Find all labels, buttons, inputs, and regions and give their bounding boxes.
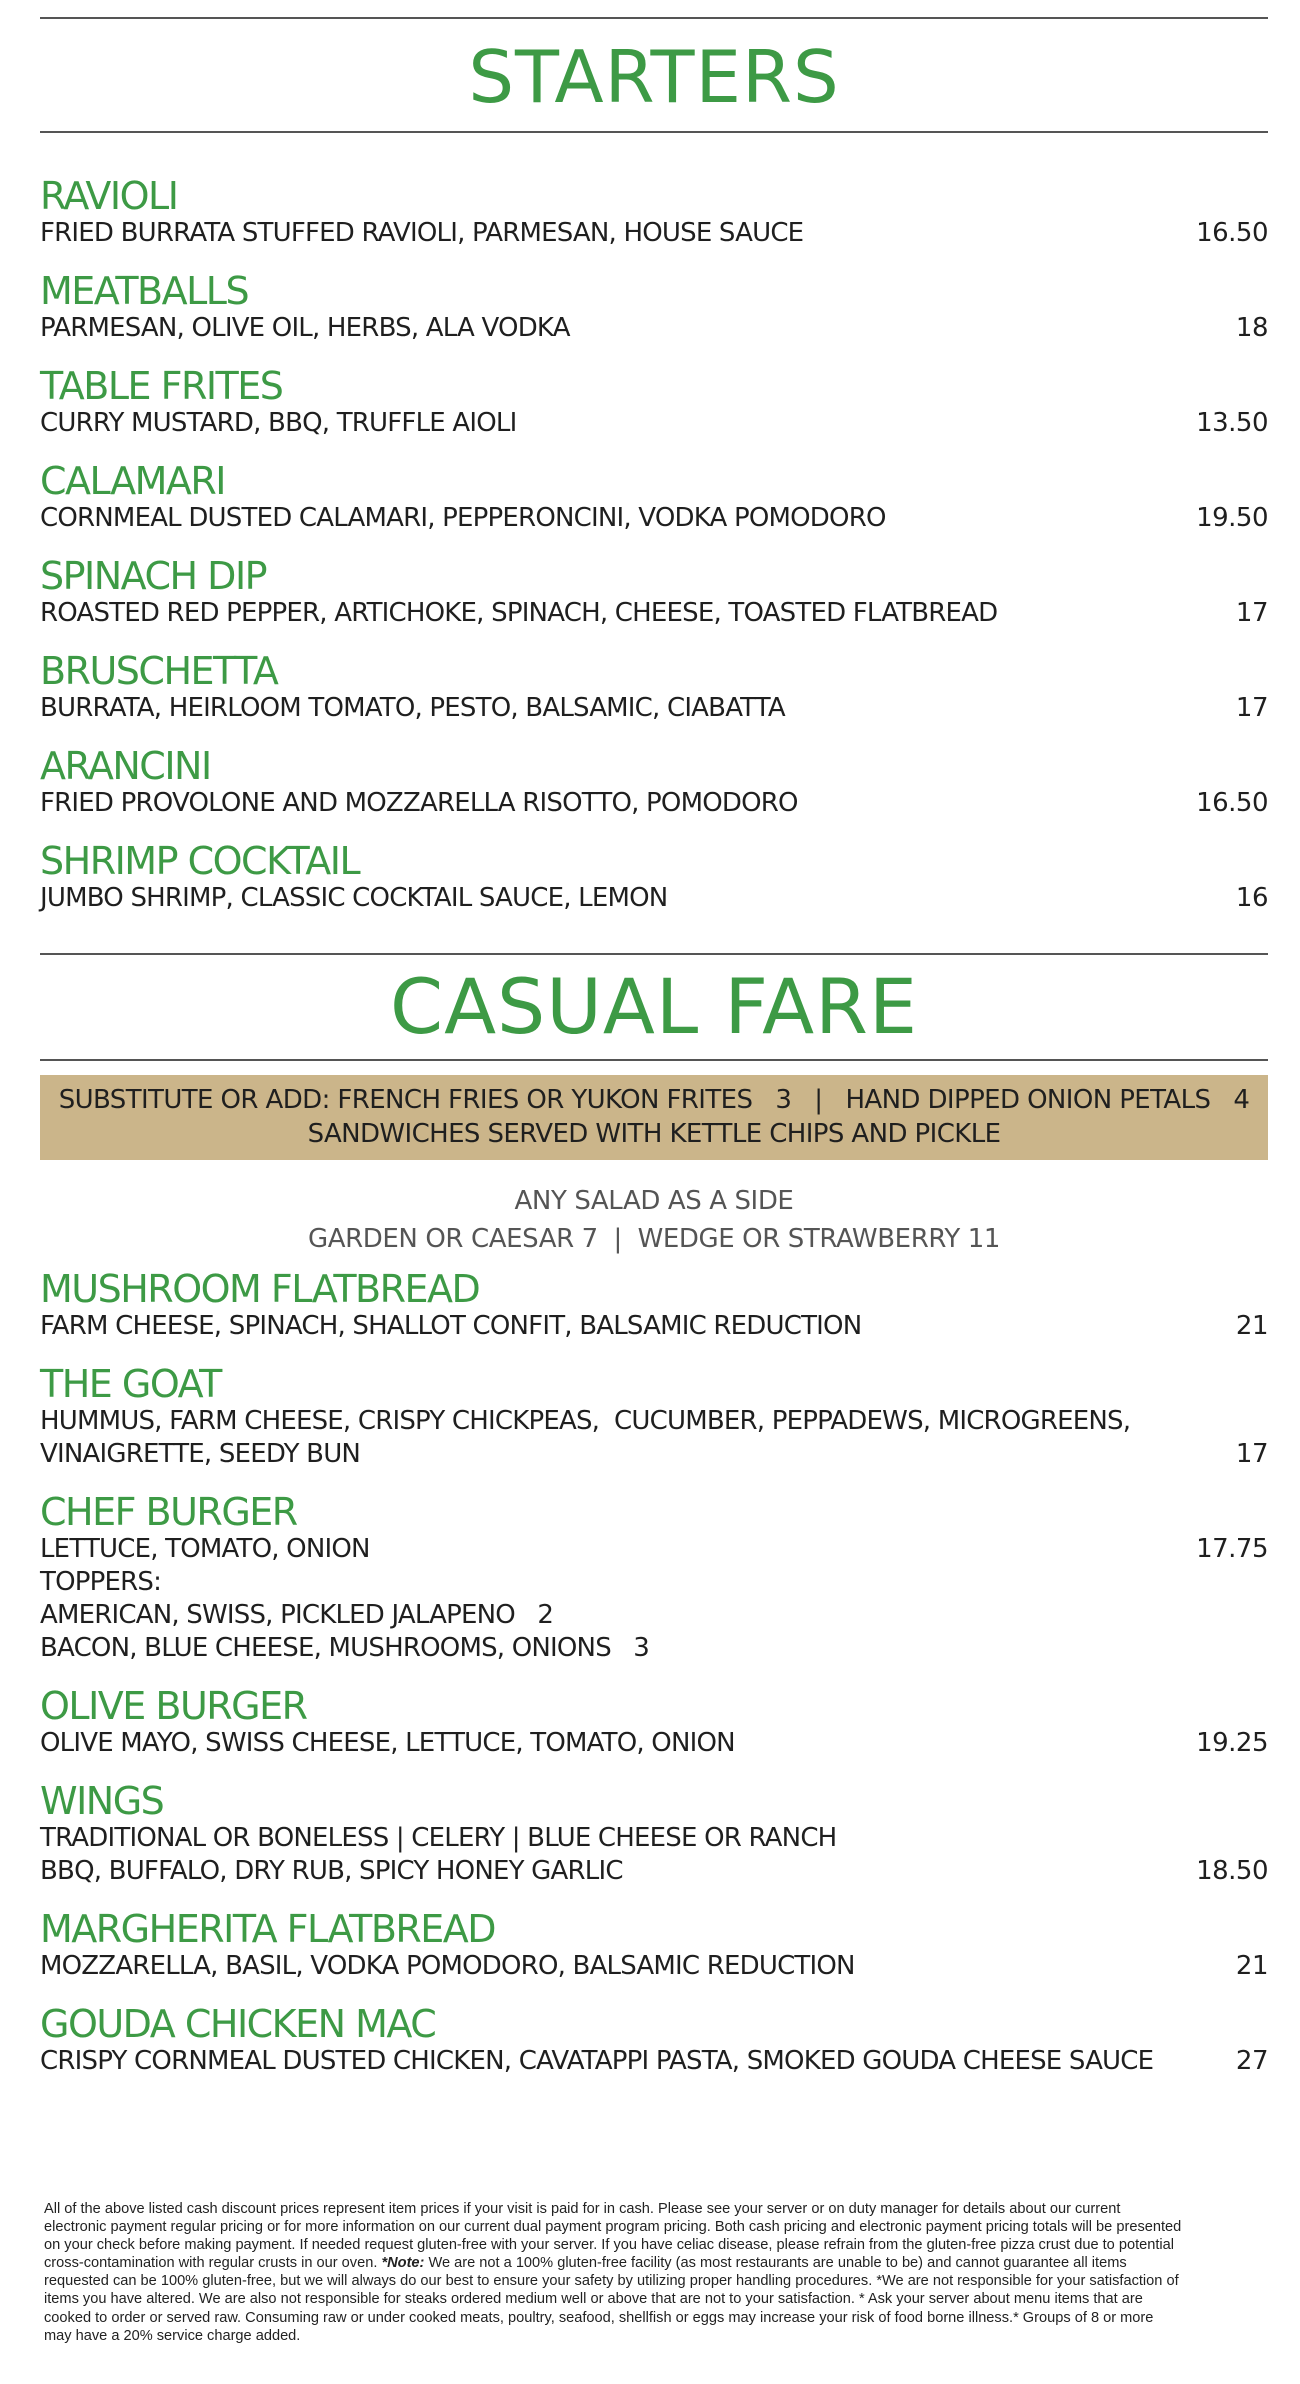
item-name: BRUSCHETTA <box>40 649 278 693</box>
footer-text-2: We are not a 100% gluten-free facility (as most restaurants are unable to be) and cannot guarantee all items requested can be 100% gluten-free, but we will always do our best to ensure your safety by utilizing proper handling procedures. *We are not responsible for your satisfaction of items you have altered. We are also not responsible for steaks ordered medium well or above that are not to your satisfaction. * Ask your server about menu items that are cooked to order or served raw. Consuming raw or under cooked meats, poultry, seafood, shellfish or eggs may increase your risk of food borne illness.* Groups of 8 or more may have a 20% service charge added. <box>44 2255 1179 2344</box>
banner-line-2: SANDWICHES SERVED WITH KETTLE CHIPS AND PICKLE <box>307 1119 1001 1149</box>
item-description-line: TRADITIONAL OR BONELESS | CELERY | BLUE CHEESE OR RANCH <box>40 1823 837 1853</box>
item-name: GOUDA CHICKEN MAC <box>40 2002 436 2046</box>
casual-rule <box>40 1059 1268 1061</box>
item-name: OLIVE BURGER <box>40 1684 307 1728</box>
item-price: 16.50 <box>1196 218 1268 248</box>
item-name: THE GOAT <box>40 1362 221 1406</box>
item-price: 27 <box>1235 2046 1268 2076</box>
item-description: CORNMEAL DUSTED CALAMARI, PEPPERONCINI, VODKA POMODORO <box>40 503 886 533</box>
substitute-banner <box>40 1075 1268 1160</box>
menu-item <box>40 2003 1268 2078</box>
menu-item <box>40 1908 1268 1983</box>
menu-item <box>40 555 1268 630</box>
item-description-line: CRISPY CORNMEAL DUSTED CHICKEN, CAVATAPPI PASTA, SMOKED GOUDA CHEESE SAUCE <box>40 2046 1154 2076</box>
casual-list <box>40 1268 1268 2078</box>
item-name: MEATBALLS <box>40 269 249 313</box>
menu-item <box>40 1685 1268 1760</box>
menu-item <box>40 270 1268 345</box>
menu-item <box>40 1268 1268 1343</box>
starters-list <box>40 175 1268 915</box>
item-description-line: LETTUCE, TOMATO, ONION <box>40 1534 370 1564</box>
item-name: MARGHERITA FLATBREAD <box>40 1907 496 1951</box>
item-description-line: VINAIGRETTE, SEEDY BUN <box>40 1439 361 1469</box>
item-description: FRIED BURRATA STUFFED RAVIOLI, PARMESAN, HOUSE SAUCE <box>40 218 804 248</box>
banner-line-1: SUBSTITUTE OR ADD: FRENCH FRIES OR YUKON FRITES 3 | HAND DIPPED ONION PETALS 4 <box>58 1085 1250 1115</box>
starters-title: STARTERS <box>468 35 840 119</box>
item-name: MUSHROOM FLATBREAD <box>40 1267 480 1311</box>
item-price: 16 <box>1235 883 1268 913</box>
menu-page <box>40 0 1268 2098</box>
item-description-line: AMERICAN, SWISS, PICKLED JALAPENO 2 <box>40 1600 554 1630</box>
item-price: 21 <box>1235 1951 1268 1981</box>
item-name: ARANCINI <box>40 744 211 788</box>
item-name: CHEF BURGER <box>40 1490 297 1534</box>
item-description: BURRATA, HEIRLOOM TOMATO, PESTO, BALSAMIC, CIABATTA <box>40 693 785 723</box>
item-price: 21 <box>1235 1311 1268 1341</box>
item-name: TABLE FRITES <box>40 364 283 408</box>
item-name: SPINACH DIP <box>40 554 267 598</box>
item-name: WINGS <box>40 1779 164 1823</box>
item-description-line: HUMMUS, FARM CHEESE, CRISPY CHICKPEAS, CUCUMBER, PEPPADEWS, MICROGREENS, <box>40 1406 1131 1436</box>
item-name: CALAMARI <box>40 459 225 503</box>
item-description-line: FARM CHEESE, SPINACH, SHALLOT CONFIT, BALSAMIC REDUCTION <box>40 1311 862 1341</box>
menu-item <box>40 1780 1268 1888</box>
menu-item <box>40 175 1268 250</box>
item-price: 18 <box>1235 313 1268 343</box>
item-name: SHRIMP COCKTAIL <box>40 839 360 883</box>
menu-item <box>40 365 1268 440</box>
item-price: 17.75 <box>1196 1534 1268 1564</box>
item-description: JUMBO SHRIMP, CLASSIC COCKTAIL SAUCE, LEMON <box>40 883 668 913</box>
footer-text-1: All of the above listed cash discount prices represent item prices if your visit is paid for in cash. Please see your server or on duty manager for details about our current electronic payment regular pricing or for more information on our current dual payment program pricing. Both cash pricing and electronic payment pricing totals will be presented on your check before making payment. If needed request gluten-free with your server. If you have celiac disease, please refrain from the gluten-free pizza crust due to potential cross-contamination with regular crusts in our oven. <box>44 2201 1182 2272</box>
item-description: CURRY MUSTARD, BBQ, TRUFFLE AIOLI <box>40 408 517 438</box>
item-description-line: MOZZARELLA, BASIL, VODKA POMODORO, BALSAMIC REDUCTION <box>40 1951 855 1981</box>
menu-item <box>40 745 1268 820</box>
item-price: 18.50 <box>1196 1856 1268 1886</box>
footer-disclaimer <box>44 2200 1184 2345</box>
item-description: ROASTED RED PEPPER, ARTICHOKE, SPINACH, CHEESE, TOASTED FLATBREAD <box>40 598 998 628</box>
side-note-line-2: GARDEN OR CAESAR 7 | WEDGE OR STRAWBERRY 11 <box>307 1224 1000 1254</box>
item-price: 17 <box>1235 598 1268 628</box>
item-price: 19.50 <box>1196 503 1268 533</box>
item-name: RAVIOLI <box>40 174 178 218</box>
menu-item <box>40 1491 1268 1665</box>
casual-title: CASUAL FARE <box>390 962 918 1051</box>
item-price: 17 <box>1235 1439 1268 1469</box>
item-price: 13.50 <box>1196 408 1268 438</box>
item-price: 17 <box>1235 693 1268 723</box>
side-note-line-1: ANY SALAD AS A SIDE <box>514 1186 794 1216</box>
item-description: PARMESAN, OLIVE OIL, HERBS, ALA VODKA <box>40 313 570 343</box>
menu-item <box>40 650 1268 725</box>
item-description-line: BACON, BLUE CHEESE, MUSHROOMS, ONIONS 3 <box>40 1633 650 1663</box>
item-price: 19.25 <box>1196 1728 1268 1758</box>
menu-item <box>40 840 1268 915</box>
menu-item <box>40 1363 1268 1471</box>
starters-rule <box>40 131 1268 133</box>
item-description-line: BBQ, BUFFALO, DRY RUB, SPICY HONEY GARLIC <box>40 1856 623 1886</box>
footer-note-label: *Note: <box>381 2255 425 2272</box>
item-description-line: TOPPERS: <box>40 1567 162 1597</box>
salad-side-note <box>40 1182 1268 1258</box>
item-price: 16.50 <box>1196 788 1268 818</box>
item-description-line: OLIVE MAYO, SWISS CHEESE, LETTUCE, TOMATO, ONION <box>40 1728 735 1758</box>
menu-item <box>40 460 1268 535</box>
item-description: FRIED PROVOLONE AND MOZZARELLA RISOTTO, POMODORO <box>40 788 798 818</box>
